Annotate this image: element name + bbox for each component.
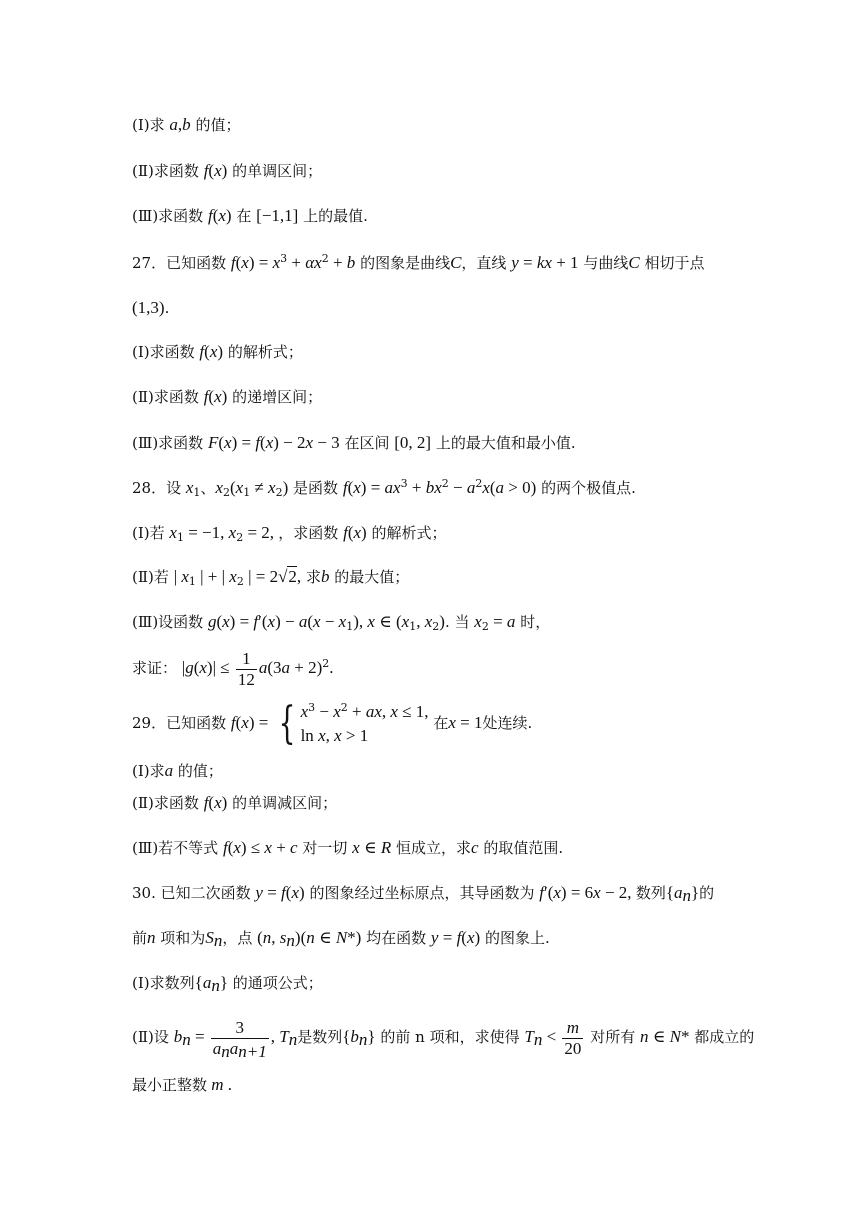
q28-part1: (Ⅰ)若 $x_1 = -1$, $x_2 = 2$, ，求函数 f(x) 的解析式； — [132, 523, 447, 544]
q28-proof: 求证： |g(x)| ≤ $\frac{1}{12}$ $a(3a + 2)^2$. — [132, 648, 334, 689]
q28-part2: (Ⅱ)若 | $x_1$ | + | $x_2$ | = 2√2, 求b 的最大值； — [132, 567, 410, 588]
q29-part3: (Ⅲ)若不等式 f(x) ≤ x + c 对一切 x ∈ R 恒成立，求c 的取值范围. — [132, 838, 564, 857]
q27-part3: (Ⅲ)求函数 F(x) = f(x) − 2x − 3 在区间 [0, 2] 上的最大值和最小值. — [132, 433, 576, 452]
q29-part2: (Ⅱ)求函数 f(x) 的单调减区间； — [132, 793, 338, 812]
q30-stem: 30. 已知二次函数 y = f(x) 的图象经过坐标原点，其导函数为 f′(x) = 6x − 2, 数列$\{a_n\}$的 — [132, 883, 715, 905]
q29-stem: 29．已知函数 f(x) = { $x^3 - x^2$ + ax, x ≤ 1, ln x, x > 1 在x = 1处连续. — [132, 698, 533, 749]
q26-part1: (Ⅰ)求 a,b 的值； — [132, 115, 241, 134]
q30-part1: (Ⅰ)求数列$\{a_n\}$ 的通项公式； — [132, 973, 323, 995]
q27-stem: 27．已知函数 $f(x) = x^3 + \alpha x^2 + b$ 的图象是曲线C，直线 y = kx + 1 与曲线C 相切于点 — [132, 252, 705, 272]
q27-part1: (Ⅰ)求函数 f(x) 的解析式； — [132, 342, 303, 361]
q28-stem: 28．设 $x_1$、$x_2(x_1 \ne x_2)$ 是函数 $f(x) = ax^3 + bx^2 - a^2x(a > 0)$ 的两个极值点. — [132, 477, 636, 499]
q30-stem-cont: 前n 项和为$S_n$，点 (n, $s_n)(n$ ∈ N*) 均在函数 y = f(x) 的图象上. — [132, 928, 550, 950]
q27-part2: (Ⅱ)求函数 f(x) 的递增区间； — [132, 387, 323, 406]
q30-last: 最小正整数 m . — [132, 1075, 233, 1094]
q26-part3: (Ⅲ)求函数 f(x) 在 [−1,1] 上的最值. — [132, 206, 368, 225]
q26-part2: (Ⅱ)求函数 f(x) 的单调区间； — [132, 161, 323, 180]
q28-part3: (Ⅲ)设函数 $g(x) = f'(x) - a(x - x_1)$, x ∈ ($x_1$, $x_2$). 当 $x_2 = a$ 时， — [132, 612, 551, 633]
q29-part1: (Ⅰ)求a 的值； — [132, 761, 223, 780]
q27-stem-cont: (1,3). — [132, 298, 170, 317]
q30-part2: (Ⅱ)设 $b_n$ = $\frac{3}{a_na_{n+1}}$ , $T_n$是数列$\{b_n\}$ 的前 n 项和，求使得 $T_n$ < $\frac{m}{20}$ 对所有 n ∈ N* 都成立的 — [132, 1017, 755, 1061]
